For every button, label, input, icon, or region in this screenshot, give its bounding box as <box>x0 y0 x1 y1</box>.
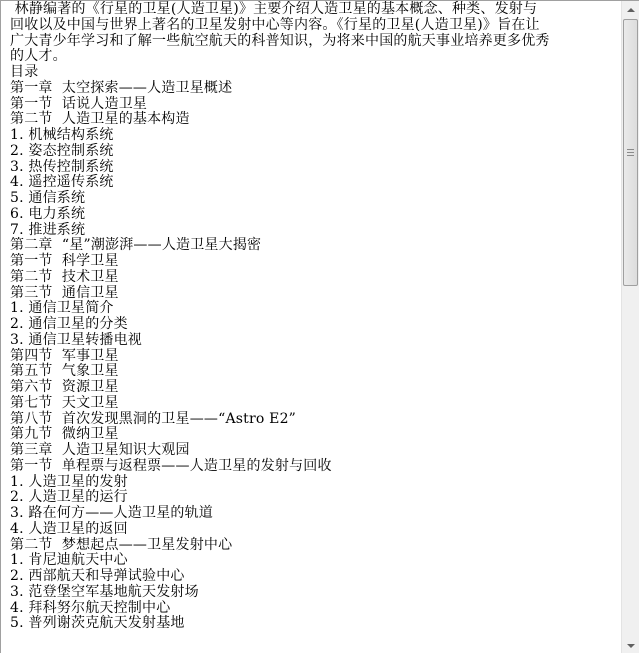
toc-item: 2. 姿态控制系统 <box>10 142 114 159</box>
intro-line: 的人才。 <box>10 48 67 65</box>
toc-section: 第二节 技术卫星 <box>10 268 119 285</box>
toc-item: 1. 通信卫星简介 <box>10 300 114 317</box>
document-text-area[interactable] <box>1 1 621 653</box>
toc-section: 第五节 气象卫星 <box>10 363 119 380</box>
toc-item: 4. 人造卫星的返回 <box>10 520 128 537</box>
toc-section: 第一节 科学卫星 <box>10 253 119 269</box>
toc-section: 第一节 话说人造卫星 <box>10 95 148 112</box>
toc-item: 3. 路在何方——人造卫星的轨道 <box>10 505 214 521</box>
toc-item: 1. 机械结构系统 <box>10 127 114 143</box>
scroll-down-button[interactable] <box>622 637 639 653</box>
toc-item: 2. 通信卫星的分类 <box>10 316 128 332</box>
toc-chapter: 第二章 “星”潮澎湃——人造卫星大揭密 <box>10 237 262 254</box>
toc-item: 1. 肯尼迪航天中心 <box>10 552 128 569</box>
toc-item: 2. 人造卫星的运行 <box>10 489 128 506</box>
intro-line: 林静编著的《行星的卫星(人造卫星)》主要介绍人造卫星的基本概念、种类、发射与 <box>10 1 538 17</box>
toc-item: 3. 范登堡空军基地航天发射场 <box>10 583 199 600</box>
toc-section: 第八节 首次发现黑洞的卫星——“Astro E2” <box>10 410 297 427</box>
toc-item: 3. 热传控制系统 <box>10 158 114 175</box>
toc-heading: 目录 <box>10 64 39 80</box>
toc-item: 2. 西部航天和导弹试验中心 <box>10 568 185 584</box>
toc-section: 第九节 微纳卫星 <box>10 426 119 443</box>
toc-item: 5. 通信系统 <box>10 190 86 206</box>
toc-section: 第三节 通信卫星 <box>10 284 119 301</box>
toc-chapter: 第三章 人造卫星知识大观园 <box>10 442 190 458</box>
table-of-contents <box>10 65 621 632</box>
arrow-down-icon <box>627 644 635 648</box>
toc-item: 7. 推进系统 <box>10 221 86 238</box>
toc-section: 第一节 单程票与返程票——人造卫星的发射与回收 <box>10 457 332 474</box>
intro-line: 回收以及中国与世界上著名的卫星发射中心等内容。《行星的卫星(人造卫星)》旨在让 <box>10 16 540 33</box>
grip-icon <box>627 149 634 156</box>
toc-item: 1. 人造卫星的发射 <box>10 473 128 490</box>
toc-section: 第四节 军事卫星 <box>10 347 119 364</box>
toc-section: 第七节 天文卫星 <box>10 394 119 411</box>
toc-item: 4. 遥控遥传系统 <box>10 174 114 191</box>
toc-chapter: 第一章 太空探索——人造卫星概述 <box>10 79 233 96</box>
arrow-up-icon <box>627 8 635 12</box>
toc-item: 4. 拜科努尔航天控制中心 <box>10 599 171 616</box>
toc-item: 5. 普列谢茨克航天发射基地 <box>10 615 185 632</box>
intro-line: 广大青少年学习和了解一些航空航天的科普知识，为将来中国的航天事业培养更多优秀 <box>10 32 550 49</box>
scroll-up-button[interactable] <box>622 1 639 18</box>
vertical-scrollbar[interactable] <box>621 1 639 653</box>
toc-section: 第二节 梦想起点——卫星发射中心 <box>10 536 233 553</box>
toc-item: 6. 电力系统 <box>10 205 86 222</box>
toc-section: 第二节 人造卫星的基本构造 <box>10 111 190 128</box>
scroll-thumb[interactable] <box>623 19 638 286</box>
intro-paragraph <box>10 2 621 65</box>
toc-section: 第六节 资源卫星 <box>10 379 119 395</box>
toc-item: 3. 通信卫星转播电视 <box>10 331 143 348</box>
